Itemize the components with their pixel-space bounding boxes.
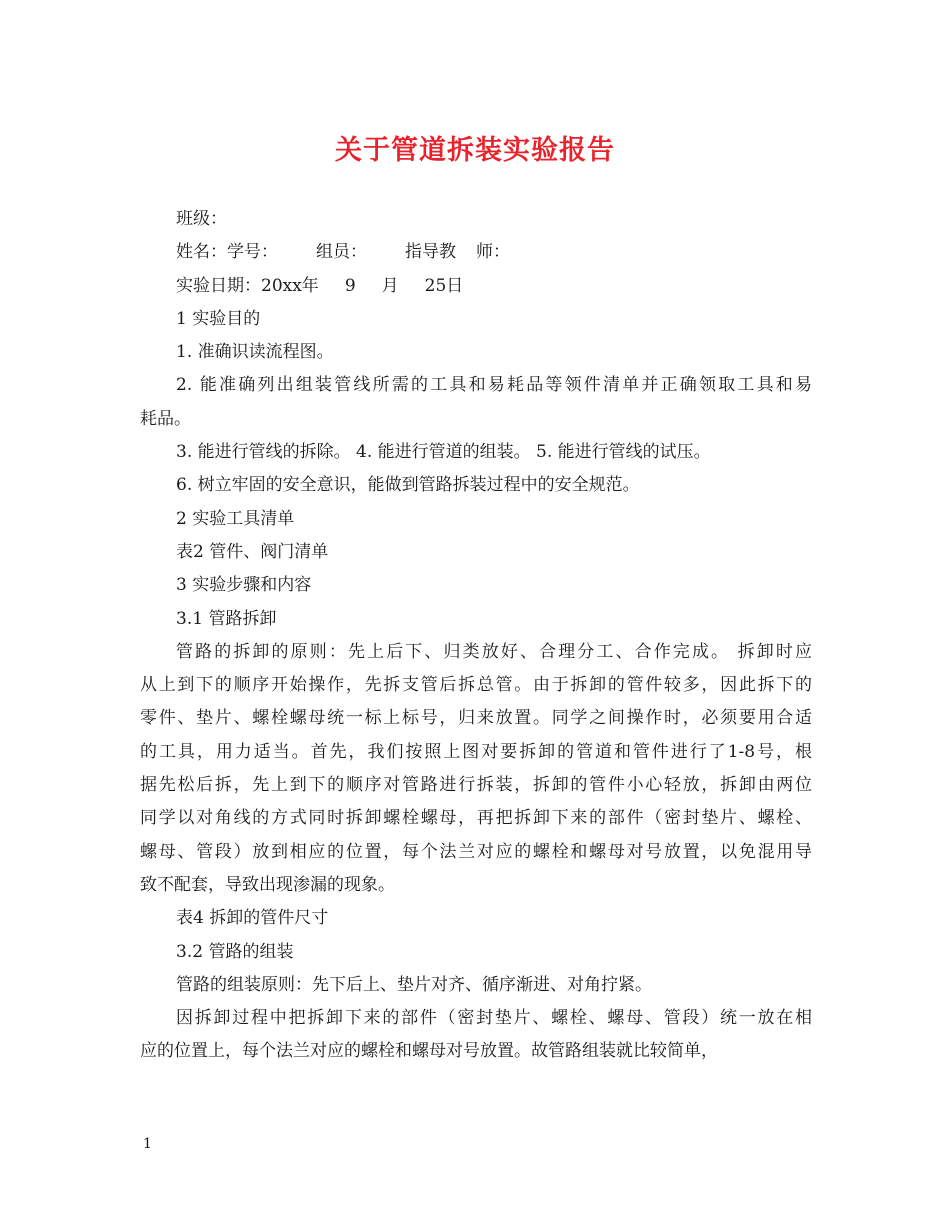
date-label: 实验日期：: [176, 275, 261, 296]
name-label: 姓名：: [176, 242, 227, 263]
instructor-label-b: 师：: [476, 242, 510, 263]
paragraph-line: 从上到下的顺序开始操作，先拆支管后拆总管。由于拆卸的管件较多，因此拆下的: [140, 675, 812, 696]
paragraph-line: 管路的组装原则：先下后上、垫片对齐、循序渐进、对角拧紧。: [176, 974, 652, 995]
paragraph-line: 螺母、管段）放到相应的位置，每个法兰对应的螺栓和螺母对号放置，以免混用导: [140, 841, 812, 862]
instructor-label-a: 指导教: [405, 242, 456, 263]
date-day: 25日: [424, 275, 464, 296]
members-label: 组员：: [316, 242, 367, 263]
list-item: 1. 准确识读流程图。: [176, 342, 334, 363]
section-heading: 2 实验工具清单: [176, 508, 295, 529]
section-heading: 3 实验步骤和内容: [176, 575, 312, 596]
paragraph-line: 的工具，用力适当。首先，我们按照上图对要拆卸的管道和管件进行了1-8号，根: [140, 741, 812, 762]
paragraph-line: 因拆卸过程中把拆卸下来的部件（密封垫片、螺栓、螺母、管段）统一放在相: [176, 1008, 812, 1029]
subsection-heading: 3.1 管路拆卸: [176, 608, 277, 629]
student-id-label: 学号：: [227, 242, 278, 263]
paragraph-line: 应的位置上，每个法兰对应的螺栓和螺母对号放置。故管路组装就比较简单，: [140, 1041, 718, 1062]
month-unit: 月: [381, 275, 399, 296]
list-item: 2. 能准确列出组装管线所需的工具和易耗品等领件清单并正确领取工具和易: [176, 375, 812, 396]
table-caption: 表2 管件、阀门清单: [176, 541, 329, 562]
paragraph-line: 致不配套，导致出现渗漏的现象。: [140, 874, 395, 895]
personnel-fields: [140, 236, 812, 269]
date-year: 20xx年: [261, 275, 319, 296]
subsection-heading: 3.2 管路的组装: [176, 941, 294, 962]
list-item: 3. 能进行管线的拆除。 4. 能进行管道的组装。 5. 能进行管线的试压。: [176, 442, 711, 463]
paragraph-line: 据先松后拆，先上到下的顺序对管路进行拆装，拆卸的管件小心轻放，拆卸由两位: [140, 775, 812, 796]
date-field: [140, 270, 812, 303]
paragraph-line: 同学以对角线的方式同时拆卸螺栓螺母，再把拆卸下来的部件（密封垫片、螺栓、: [140, 808, 812, 829]
paragraph-line: 零件、垫片、螺栓螺母统一标上标号，归来放置。同学之间操作时，必须要用合适: [140, 708, 812, 729]
list-item-continuation: 耗品。: [140, 408, 191, 429]
document-body: [140, 203, 812, 1069]
class-label: 班级：: [176, 209, 227, 229]
paragraph-line: 管路的拆卸的原则：先上后下、归类放好、合理分工、合作完成。 拆卸时应: [176, 641, 812, 662]
class-field: [140, 203, 812, 236]
list-item: 6. 树立牢固的安全意识，能做到管路拆装过程中的安全规范。: [176, 475, 640, 496]
page-title: 关于管道拆装实验报告: [335, 135, 615, 166]
page-number: 1: [143, 1136, 152, 1152]
date-month: 9: [344, 275, 356, 296]
table-caption: 表4 拆卸的管件尺寸: [176, 908, 329, 929]
section-heading: 1 实验目的: [176, 308, 261, 329]
